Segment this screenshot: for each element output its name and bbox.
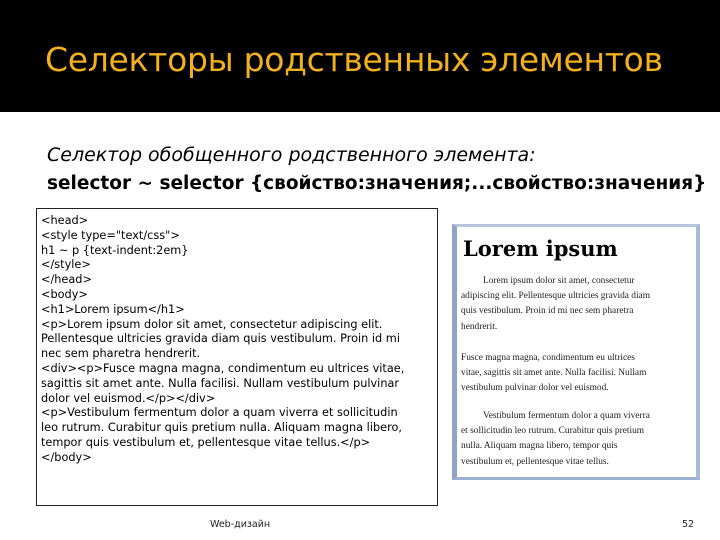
preview-paragraph-3 xyxy=(461,409,697,470)
code-example-box xyxy=(36,208,438,506)
selector-syntax: selector ~ selector {свойство:значения;...свойство:значения} xyxy=(47,173,707,194)
preview-line: vestibulum pulvinar dolor vel euismod. xyxy=(461,383,609,394)
preview-line: vitae, sagittis sit amet ante. Nulla facilisi. Nullam xyxy=(461,368,647,379)
footer-course-label: Web-дизайн xyxy=(210,519,271,530)
code-line: h1 ~ p {text-indent:2em} xyxy=(41,243,189,257)
preview-line: quis vestibulum. Proin id mi nec sem pharetra xyxy=(461,306,634,317)
code-line: Pellentesque ultricies gravida diam quis vestibulum. Proin id mi xyxy=(41,332,400,346)
preview-line: vestibulum et, pellentesque vitae tellus. xyxy=(461,456,609,467)
code-line: <div><p>Fusce magna magna, condimentum eu ultrices vitae, xyxy=(41,361,405,375)
preview-line: Lorem ipsum dolor sit amet, consectetur xyxy=(483,276,635,286)
preview-line: Vestibulum fermentum dolor a quam viverra xyxy=(483,411,650,421)
code-line: <body> xyxy=(41,287,88,301)
code-line: <p>Lorem ipsum dolor sit amet, consectetur adipiscing elit. xyxy=(41,317,383,331)
code-line: dolor vel euismod.</p></div> xyxy=(41,391,216,405)
code-line: </body> xyxy=(41,450,92,464)
title-bar xyxy=(0,0,720,112)
slide-subtitle: Селектор обобщенного родственного элемента: xyxy=(47,144,536,166)
code-line: tempor quis vestibulum et, pellentesque vitae tellus.</p> xyxy=(41,435,371,449)
preview-line: et sollicitudin leo rutrum. Curabitur quis pretium xyxy=(461,426,645,437)
preview-paragraph-1 xyxy=(461,274,697,335)
rendered-preview xyxy=(452,224,700,480)
code-line: nec sem pharetra hendrerit. xyxy=(41,347,201,361)
slide-title: Селекторы родственных элементов xyxy=(45,40,663,79)
code-line: leo rutrum. Curabitur quis pretium nulla. Aliquam magna libero, xyxy=(41,421,402,435)
code-line: <style type="text/css"> xyxy=(41,228,180,242)
code-line: </style> xyxy=(41,258,91,272)
preview-line: nulla. Aliquam magna libero, tempor quis xyxy=(461,441,618,452)
code-line: </head> xyxy=(41,273,92,287)
preview-line: hendrerit. xyxy=(461,321,498,332)
preview-paragraph-2 xyxy=(461,351,697,397)
page-number: 52 xyxy=(682,519,695,530)
code-line: <head> xyxy=(41,214,89,227)
preview-line: adipiscing elit. Pellentesque ultricies gravida diam xyxy=(461,291,651,302)
preview-heading: Lorem ipsum xyxy=(463,236,618,261)
code-line: <h1>Lorem ipsum</h1> xyxy=(41,302,185,316)
code-line: sagittis sit amet ante. Nulla facilisi. Nullam vestibulum pulvinar xyxy=(41,376,400,390)
preview-line: Fusce magna magna, condimentum eu ultrices xyxy=(461,353,635,363)
code-line: <p>Vestibulum fermentum dolor a quam viverra et sollicitudin xyxy=(41,406,398,420)
